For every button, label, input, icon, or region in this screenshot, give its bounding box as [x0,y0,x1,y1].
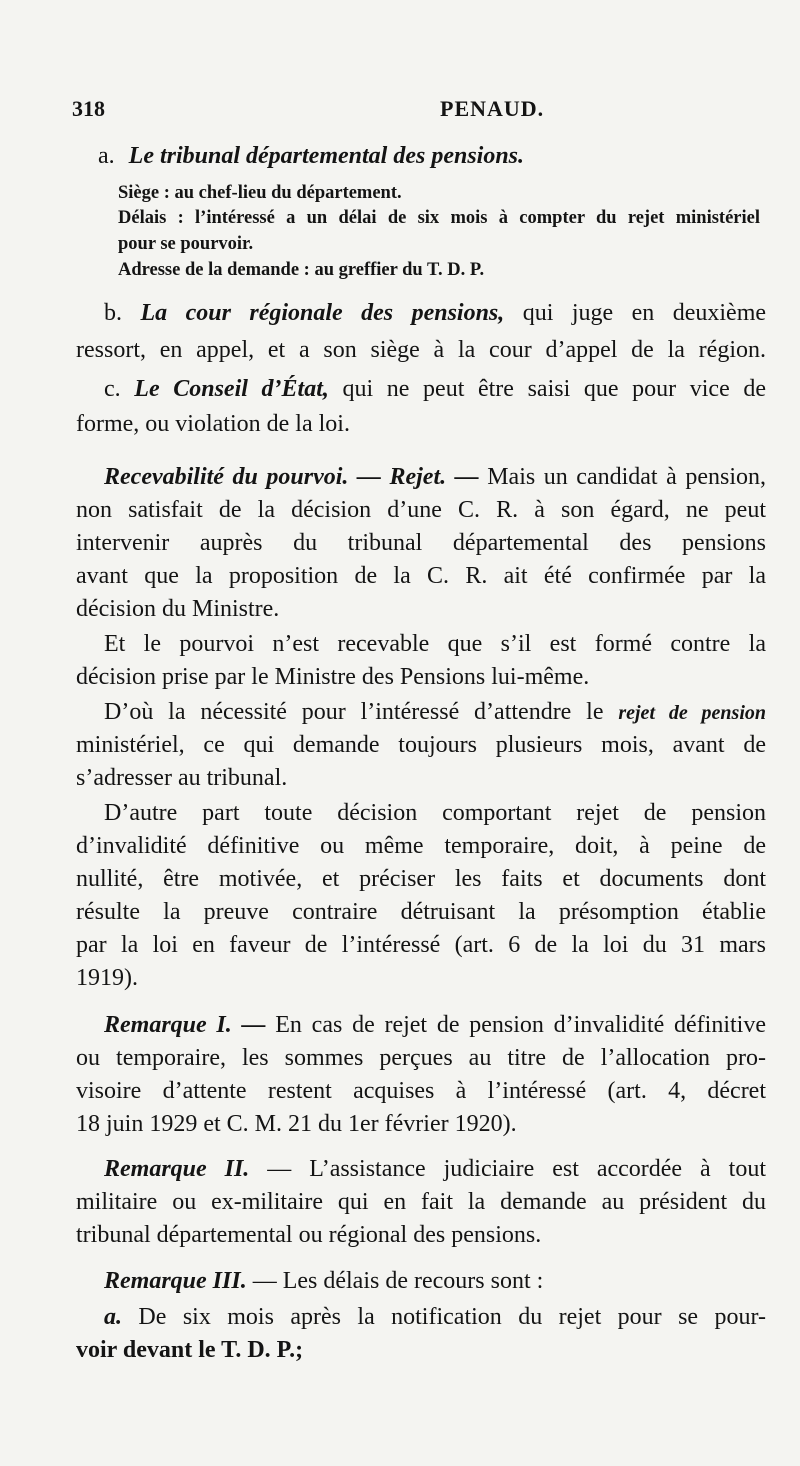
dou-line-3: s’adresser au tribunal. [76,765,288,791]
autre-line-5: par la loi en faveur de l’intéressé (art. 6 de la loi du 31 mars [76,932,766,958]
remarque-1-line-2: ou temporaire, les sommes perçues au titre de l’allocation pro- [76,1045,766,1071]
recevabilite-line-5: décision du Ministre. [76,596,280,622]
dou-line-1-start: D’où la nécessité pour l’intéressé d’attendre le [104,699,604,725]
section-c-line-2: forme, ou violation de la loi. [76,411,350,437]
section-c-line-1-rest: qui ne peut être saisi que pour vice de [342,376,766,402]
recevabilite-line-1-rest: Mais un candidat à pension, [487,464,766,490]
remarque-1-line-1-rest: En cas de rejet de pension d’invalidité définitive [275,1012,767,1038]
running-head: PENAUD. [440,96,545,121]
dou-line-1-italic: rejet de pension [618,702,767,724]
remarque-2-label: Remarque II. [104,1156,250,1182]
autre-line-6: 1919). [76,965,138,991]
remarque-3-line-1 [104,1268,543,1295]
section-b-title: La cour régionale des pensions, [140,300,505,326]
recevabilite-line-4: avant que la proposition de la C. R. ait été confirmée par la [76,563,766,589]
dou-line-2: ministériel, ce qui demande toujours plusieurs mois, avant de [76,732,766,758]
section-b-marker: b. [104,300,122,326]
section-a-delais-line-2: pour se pourvoir. [118,234,254,254]
section-c-line-1 [104,376,766,403]
remarque-1-line-4: 18 juin 1929 et C. M. 21 du 1er février 1920). [76,1111,517,1137]
remarque-1-line-1 [104,1012,766,1039]
remarque-1-line-3: visoire d’attente restent acquises à l’intéressé (art. 4, décret [76,1078,766,1104]
delais-a-line-1-rest: De six mois après la notification du rejet pour se pour- [138,1304,766,1330]
dou-line-1 [104,699,766,726]
delais-a-line-2: voir devant le T. D. P.; [76,1337,304,1363]
autre-line-4: résulte la preuve contraire détruisant la présomption établie [76,899,766,925]
autre-line-2: d’invalidité définitive ou même temporaire, doit, à peine de [76,833,766,859]
pourvoi-line-2: décision prise par le Ministre des Pensions lui-même. [76,664,590,690]
section-b-line-1-rest: qui juge en deuxième [522,300,767,326]
autre-line-1: D’autre part toute décision comportant rejet de pension [104,800,766,826]
section-c-title: Le Conseil d’État, [134,376,329,402]
remarque-3-line-1-rest: — Les délais de recours sont : [252,1268,544,1294]
section-a-heading [98,143,524,170]
section-a-title: Le tribunal départemental des pensions. [128,143,525,169]
delais-a-line-1 [104,1304,766,1331]
page-number: 318 [72,96,105,121]
page-header [60,96,740,136]
recevabilite-line-3: intervenir auprès du tribunal départemental des pensions [76,530,766,556]
remarque-2-line-1 [104,1156,766,1183]
section-b-line-2: ressort, en appel, et a son siège à la cour d’appel de la région. [76,337,766,363]
recevabilite-line-2: non satisfait de la décision d’une C. R. à son égard, ne peut [76,497,766,523]
remarque-3-label: Remarque III. [104,1268,247,1294]
section-a-delais-line-1: Délais : l’intéressé a un délai de six mois à compter du rejet ministériel [118,208,760,228]
section-a-marker: a. [98,143,115,169]
section-c-marker: c. [104,376,121,402]
remarque-2-line-1-rest: — L’assistance judiciaire est accordée à tout [267,1156,766,1182]
section-a-siege: Siège : au chef-lieu du département. [118,183,402,203]
remarque-2-line-3: tribunal départemental ou régional des pensions. [76,1222,542,1248]
remarque-1-label: Remarque I. — [104,1012,266,1038]
recevabilite-heading: Recevabilité du pourvoi. — Rejet. — [104,464,479,490]
section-a-adresse: Adresse de la demande : au greffier du T. D. P. [118,260,485,280]
autre-line-3: nullité, être motivée, et préciser les faits et documents dont [76,866,766,892]
pourvoi-line-1: Et le pourvoi n’est recevable que s’il est formé contre la [104,631,766,657]
delais-a-marker: a. [104,1304,122,1330]
remarque-2-line-2: militaire ou ex-militaire qui en fait la demande au président du [76,1189,766,1215]
recevabilite-line-1 [104,464,766,491]
section-b-line-1 [104,300,766,327]
